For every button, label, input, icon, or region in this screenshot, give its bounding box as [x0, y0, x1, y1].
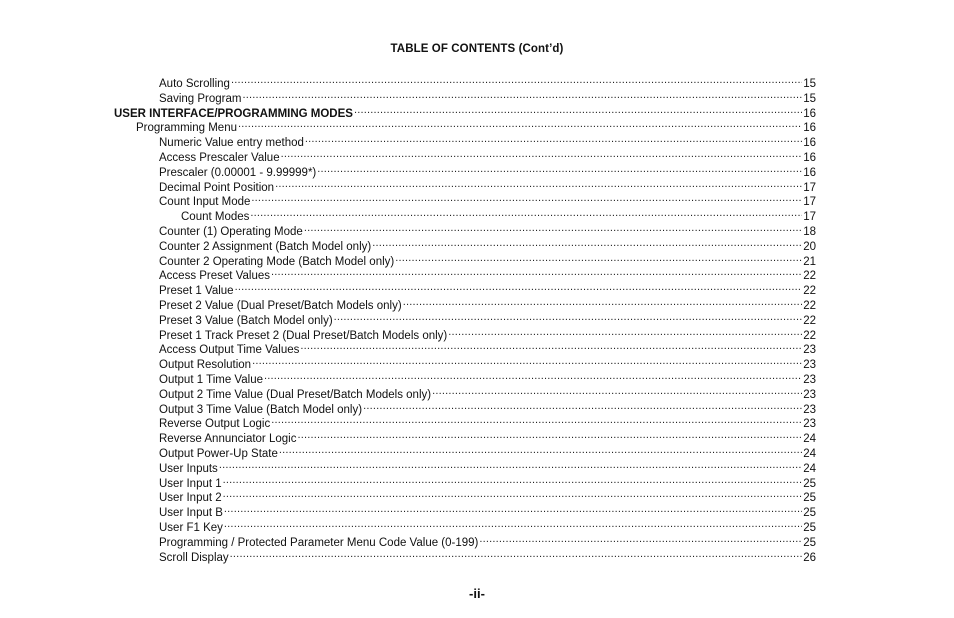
dot-leader [223, 473, 803, 487]
toc-entry-page: 23 [803, 403, 816, 416]
toc-entry[interactable] [159, 88, 816, 105]
toc-entry-label: User Input B [159, 507, 223, 520]
toc-entry-page: 24 [803, 462, 816, 475]
toc-entry[interactable] [114, 103, 816, 120]
toc-entry-label: Programming / Protected Parameter Menu Code Value (0-199) [159, 536, 479, 549]
toc-entry[interactable] [159, 236, 816, 253]
dot-leader [334, 310, 803, 324]
page-number: -ii- [469, 586, 485, 601]
toc-entry[interactable] [159, 177, 816, 194]
toc-entry-label: Output 1 Time Value [159, 374, 263, 386]
toc-entry-label: USER INTERFACE/PROGRAMMING MODES [114, 107, 353, 120]
toc-entry[interactable] [159, 280, 816, 298]
toc-entry[interactable] [159, 339, 816, 357]
toc-entry[interactable] [159, 413, 816, 431]
toc-entry-page: 17 [803, 181, 816, 194]
dot-leader [224, 517, 802, 531]
toc-entry-page: 22 [803, 270, 816, 283]
toc-entry-label: Programming Menu [136, 122, 237, 135]
toc-entry-label: Output 2 Time Value (Dual Preset/Batch Models only) [159, 388, 432, 401]
toc-entry[interactable] [159, 502, 816, 520]
toc-entry-label: Scroll Display [159, 551, 229, 564]
toc-entry-label: Preset 2 Value (Dual Preset/Batch Models only) [159, 300, 402, 312]
toc-entry-label: Auto Scrolling [159, 78, 230, 90]
toc-entry-label: Output 3 Time Value (Batch Model only) [159, 403, 363, 416]
toc-entry-label: User Input 1 [159, 477, 222, 490]
dot-leader [235, 280, 803, 294]
toc-entry-label: Output Power-Up State [159, 448, 278, 460]
toc-entry[interactable] [159, 428, 816, 446]
toc-entry-page: 24 [803, 433, 816, 446]
dot-leader [403, 295, 803, 309]
dot-leader [252, 354, 802, 368]
toc-entry[interactable] [159, 73, 816, 90]
toc-entry-page: 23 [803, 388, 816, 401]
toc-entry-label: Preset 1 Value [159, 285, 234, 298]
toc-entry-page: 16 [803, 122, 816, 135]
toc-entry[interactable] [159, 384, 816, 401]
toc-entry-page: 25 [803, 492, 816, 505]
toc-entry[interactable] [159, 221, 816, 238]
toc-entry-label: User Inputs [159, 462, 218, 475]
toc-entry-label: Counter 2 Operating Mode (Batch Model only) [159, 255, 395, 268]
toc-entry-label: Decimal Point Position [159, 181, 275, 194]
toc-entry-page: 23 [803, 344, 816, 357]
toc-entry-page: 23 [803, 374, 816, 386]
toc-entry-label: Reverse Annunciator Logic [159, 433, 297, 446]
toc-entry[interactable] [159, 295, 816, 312]
toc-entry-page: 18 [803, 226, 816, 238]
dot-leader [279, 443, 802, 457]
toc-entry-page: 22 [803, 300, 816, 312]
toc-entry[interactable] [136, 117, 816, 135]
toc-entry[interactable] [159, 310, 816, 327]
toc-entry-label: Access Prescaler Value [159, 152, 280, 164]
dot-leader [317, 162, 802, 176]
toc-entry-page: 17 [803, 211, 816, 224]
dot-leader [275, 177, 802, 191]
dot-leader [363, 399, 802, 413]
dot-leader [271, 413, 802, 427]
toc-entry-label: Prescaler (0.00001 - 9.99999*) [159, 166, 317, 179]
toc-entry-page: 16 [803, 152, 816, 164]
toc-entry-label: Count Input Mode [159, 196, 251, 209]
toc-entry-label: User F1 Key [159, 522, 223, 534]
toc-entry-page: 21 [803, 255, 816, 268]
toc-entry-label: Counter (1) Operating Mode [159, 226, 303, 238]
toc-entry[interactable] [159, 251, 816, 268]
dot-leader [238, 117, 802, 131]
dot-leader [271, 265, 802, 279]
toc-entry[interactable] [159, 458, 816, 475]
toc-entry[interactable] [181, 206, 816, 224]
dot-leader [281, 147, 803, 161]
dot-leader [251, 191, 802, 205]
dot-leader [479, 532, 802, 546]
toc-entry-page: 26 [803, 551, 816, 564]
toc-entry[interactable] [159, 162, 816, 179]
toc-entry-label: Preset 3 Value (Batch Model only) [159, 314, 333, 327]
toc-entry-page: 25 [803, 507, 816, 520]
toc-entry[interactable] [159, 325, 816, 342]
dot-leader [395, 251, 802, 265]
dot-leader [250, 206, 802, 220]
toc-entry-page: 16 [803, 137, 816, 150]
toc-entry-label: Numeric Value entry method [159, 137, 304, 150]
toc-entry-label: Reverse Output Logic [159, 418, 271, 431]
dot-leader [432, 384, 802, 398]
dot-leader [448, 325, 802, 339]
toc-entry-label: Saving Program [159, 92, 242, 105]
dot-leader [354, 103, 802, 117]
toc-entry[interactable] [159, 354, 816, 372]
toc-entry[interactable] [159, 547, 816, 564]
toc-entry-page: 16 [803, 166, 816, 179]
toc-entry[interactable] [159, 517, 816, 534]
page-title: TABLE OF CONTENTS (Cont’d) [390, 43, 564, 55]
toc-entry-page: 25 [803, 522, 816, 534]
dot-leader [297, 428, 802, 442]
dot-leader [305, 132, 802, 146]
toc-entry[interactable] [159, 147, 816, 164]
toc-entry[interactable] [159, 132, 816, 150]
toc-entry[interactable] [159, 473, 816, 490]
toc-entry-page: 25 [803, 536, 816, 549]
dot-leader [219, 458, 802, 472]
toc-entry-page: 16 [803, 107, 816, 120]
toc-entry-label: Preset 1 Track Preset 2 (Dual Preset/Batch Models only) [159, 329, 448, 342]
toc-entry-label: User Input 2 [159, 492, 222, 505]
toc-entry-page: 23 [803, 359, 816, 372]
toc-entry-page: 15 [803, 78, 816, 90]
toc-entry-page: 20 [803, 240, 816, 253]
toc-entry[interactable] [159, 443, 816, 460]
toc-entry-label: Counter 2 Assignment (Batch Model only) [159, 240, 372, 253]
toc-entry-page: 22 [803, 314, 816, 327]
dot-leader [224, 502, 802, 516]
toc-entry-page: 25 [803, 477, 816, 490]
toc-entry-label: Access Preset Values [159, 270, 271, 283]
toc-entry-page: 15 [803, 92, 816, 105]
dot-leader [300, 339, 802, 353]
dot-leader [242, 88, 802, 102]
toc-entry[interactable] [159, 369, 816, 386]
toc-entry-label: Count Modes [181, 211, 250, 224]
dot-leader [304, 221, 802, 235]
dot-leader [230, 547, 803, 561]
toc-entry[interactable] [159, 487, 816, 505]
toc-entry[interactable] [159, 191, 816, 209]
dot-leader [372, 236, 802, 250]
toc-entry-label: Access Output Time Values [159, 344, 300, 357]
toc-entry-page: 24 [803, 448, 816, 460]
toc-entry-label: Output Resolution [159, 359, 252, 372]
toc-entry-page: 22 [803, 285, 816, 298]
dot-leader [223, 487, 803, 501]
toc-entry-page: 17 [803, 196, 816, 209]
dot-leader [231, 73, 802, 87]
toc-entry-page: 23 [803, 418, 816, 431]
toc-entry[interactable] [159, 399, 816, 416]
toc-entry-page: 22 [803, 329, 816, 342]
dot-leader [264, 369, 802, 383]
toc-entry[interactable] [159, 265, 816, 283]
toc-entry[interactable] [159, 532, 816, 549]
